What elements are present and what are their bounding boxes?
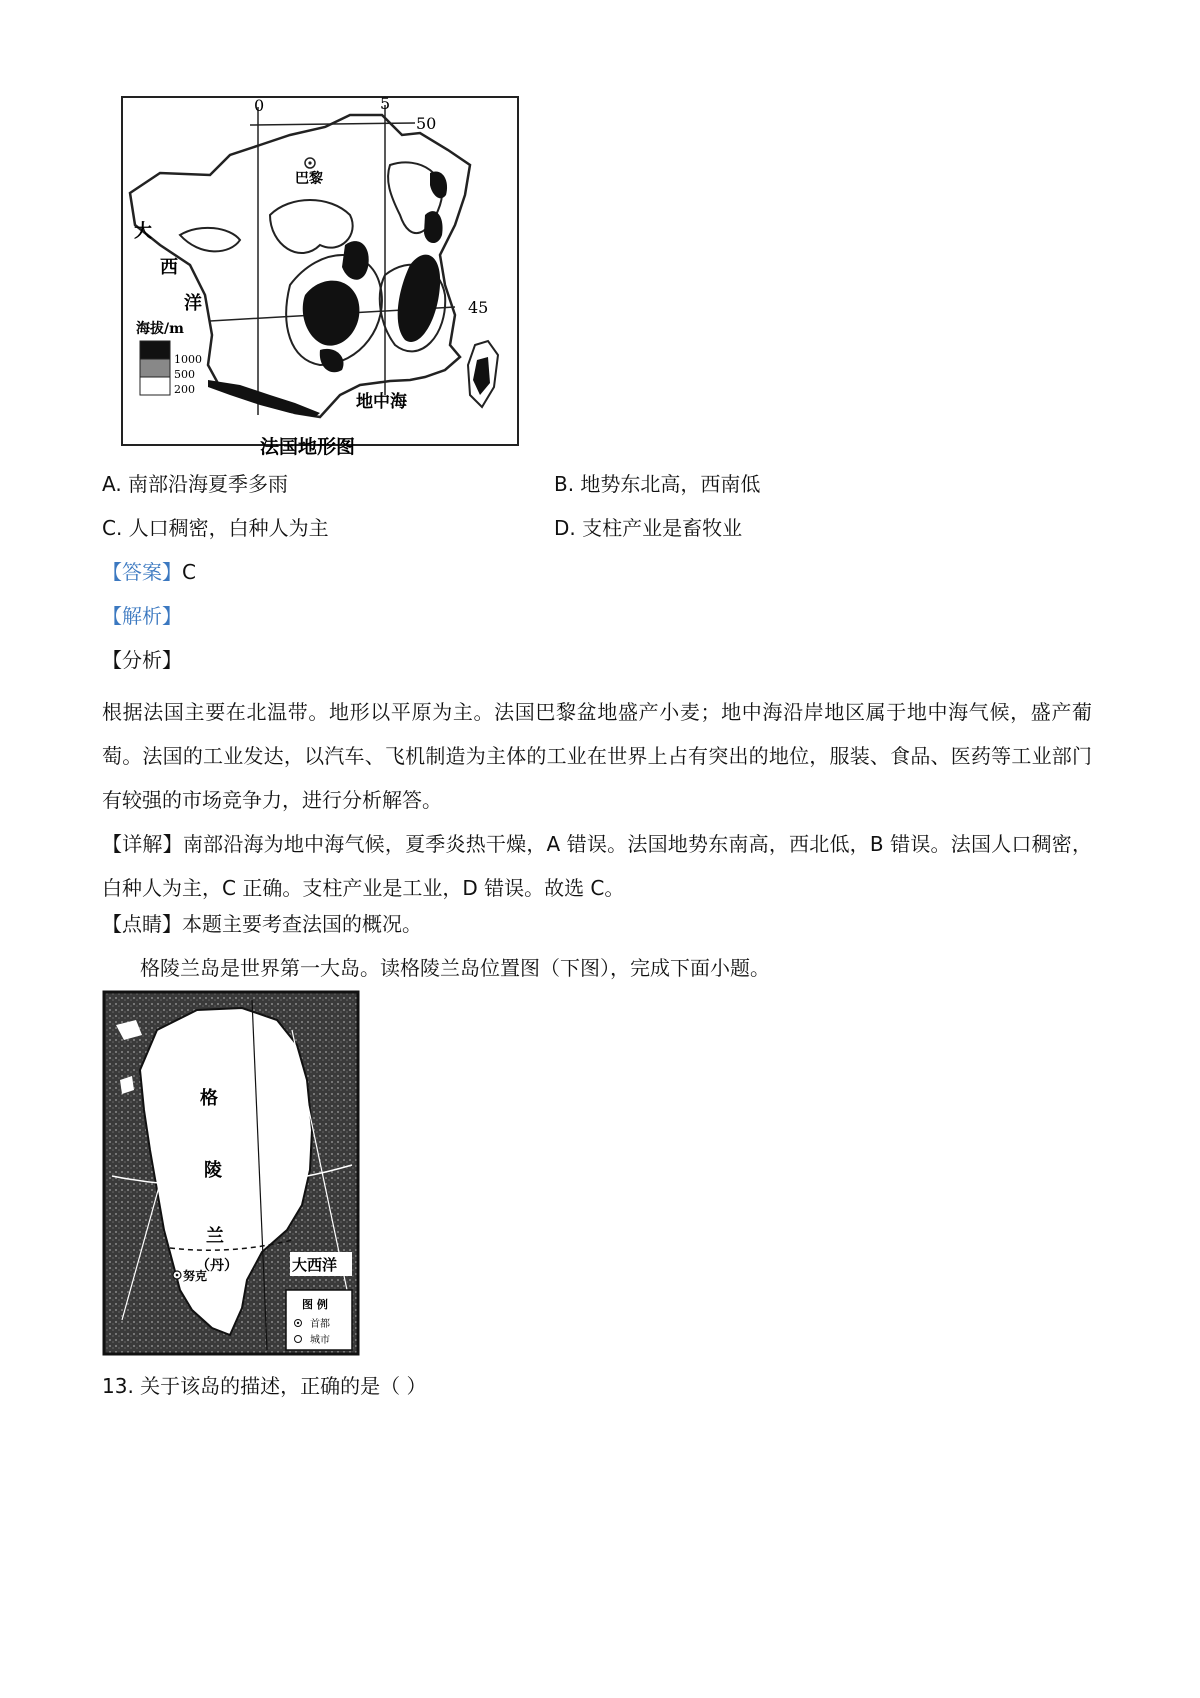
legend-value-500: 500	[174, 368, 195, 381]
ocean-label: 大西洋	[292, 1256, 338, 1274]
paris-label: 巴黎	[295, 171, 323, 187]
greenland-char-2: 陵	[204, 1160, 222, 1181]
country-label: （丹）	[196, 1258, 238, 1274]
option-d: D. 支柱产业是畜牧业	[554, 516, 743, 540]
ocean-char-3: 洋	[184, 293, 202, 314]
lat-label-45: 45	[468, 298, 489, 317]
legend-swatch-200	[140, 377, 170, 395]
explain-label: 【解析】	[102, 604, 182, 628]
greenland-char-3: 兰	[206, 1226, 224, 1247]
answer-line	[102, 558, 196, 586]
legend-capital: 首都	[310, 1319, 330, 1330]
legend-swatch-500	[140, 359, 170, 377]
option-b: B. 地势东北高，西南低	[554, 472, 761, 496]
france-map-graphic	[120, 95, 520, 470]
intro-text: 格陵兰岛是世界第一大岛。读格陵兰岛位置图（下图），完成下面小题。	[140, 956, 770, 980]
sea-label: 地中海	[356, 392, 407, 412]
legend-value-1000: 1000	[174, 353, 202, 366]
question-13: 13. 关于该岛的描述，正确的是（ ）	[102, 1374, 427, 1398]
legend-value-200: 200	[174, 383, 195, 396]
greenland-location-map	[102, 990, 360, 1356]
legend-swatch-1000	[140, 341, 170, 359]
ocean-char-2: 西	[160, 257, 178, 278]
option-c: C. 人口稠密，白种人为主	[102, 516, 329, 540]
analysis-label: 【分析】	[102, 648, 182, 672]
map-caption: 法国地形图	[260, 436, 356, 458]
lat-label-50: 50	[416, 114, 437, 133]
capital-label: 努克	[183, 1269, 208, 1283]
lon-label-0: 0	[254, 96, 265, 115]
legend-title: 海拔/m	[136, 321, 184, 337]
answer-label: 【答案】	[102, 560, 182, 584]
comment-text: 【点睛】本题主要考查法国的概况。	[102, 912, 422, 936]
legend-city: 城市	[310, 1335, 330, 1346]
ocean-char-1: 大	[134, 221, 152, 242]
lon-label-5: 5	[380, 95, 391, 113]
detail-text: 【详解】南部沿海为地中海气候，夏季炎热干燥，A 错误。法国地势东南高，西北低，B 错误。法国人口稠密，白种人为主，C 正确。支柱产业是工业，D 错误。故选 C。	[102, 832, 1092, 900]
option-a: A. 南部沿海夏季多雨	[102, 472, 289, 496]
greenland-legend-title: 图 例	[302, 1298, 328, 1311]
greenland-map-graphic	[102, 990, 360, 1356]
france-terrain-map	[120, 95, 520, 470]
analysis-text: 根据法国主要在北温带。地形以平原为主。法国巴黎盆地盛产小麦；地中海沿岸地区属于地中海气候，盛产葡萄。法国的工业发达，以汽车、飞机制造为主体的工业在世界上占有突出的地位，服装、食品、医药等工业部门有较强的市场竞争力，进行分析解答。	[102, 700, 1092, 812]
answer-value: C	[182, 560, 196, 584]
greenland-char-1: 格	[200, 1088, 218, 1109]
